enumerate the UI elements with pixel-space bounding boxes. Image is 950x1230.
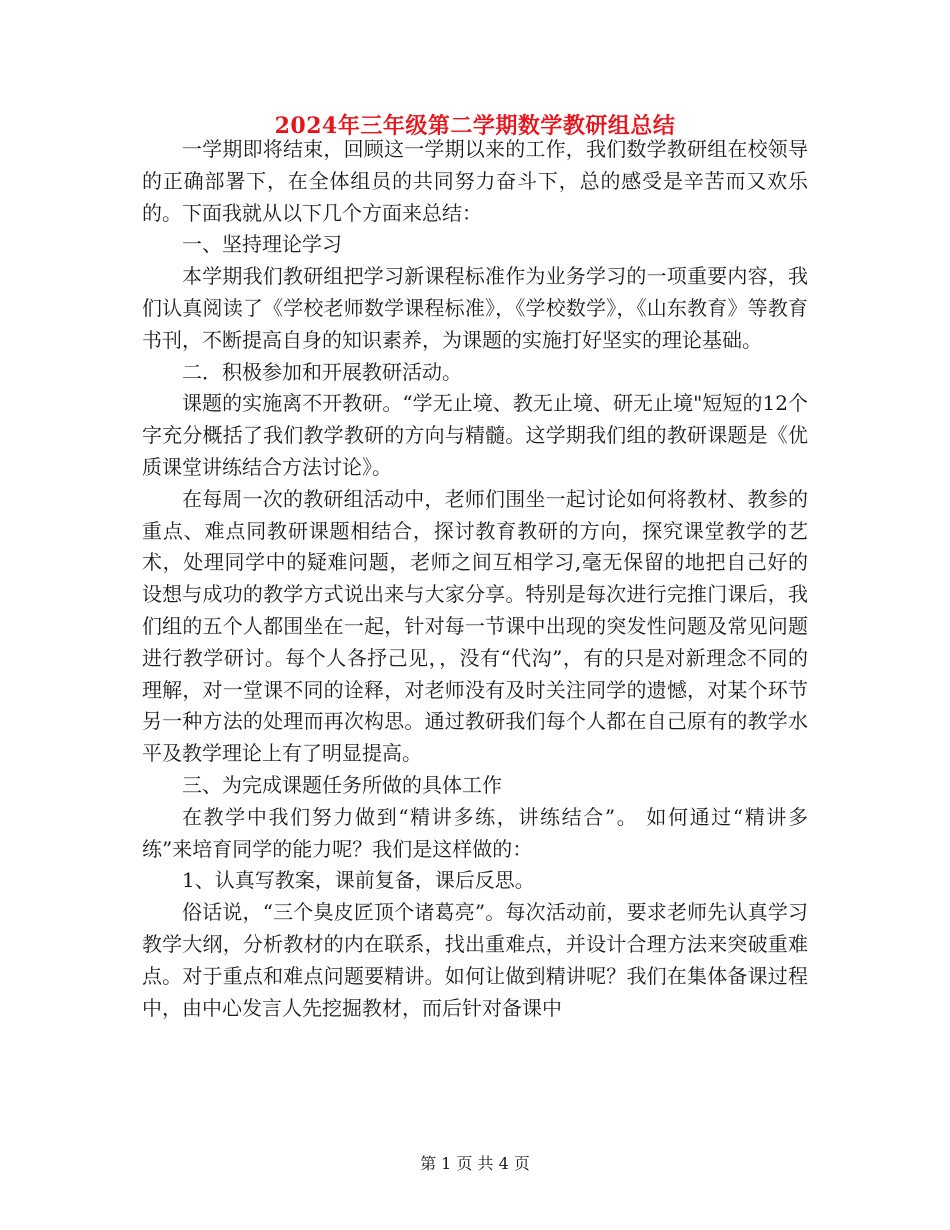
paragraph-intro: 一学期即将结束，回顾这一学期以来的工作，我们数学教研组在校领导的正确部署下，在全体组员的共同努力奋斗下，总的感受是辛苦而又欢乐的。下面我就从以下几个方面来总结： — [142, 137, 808, 225]
paragraph-weekly-activity: 在每周一次的教研组活动中，老师们围坐一起讨论如何将教材、教参的重点、难点同教研课题相结合，探讨教育教研的方向，探究课堂教学的艺术，处理同学中的疑难问题，老师之间互相学习,毫无保留的地把自己好的设想与成功的教学方式说出来与大家分享。特别是每次进行完推门课后，我们组的五个人都围坐在一起，针对每一节课中出现的突发性问题及常见问题进行教学研讨。每个人各抒己见，，没有“代沟”，有的只是对新理念不同的理解，对一堂课不同的诠释，对老师没有及时关注同学的遗憾，对某个环节另一种方法的处理而再次构思。通过教研我们每个人都在自己原有的教学水平及教学理论上有了明显提高。 — [142, 486, 808, 766]
sub-heading-1: 1、认真写教案，课前复备，课后反思。 — [182, 868, 535, 893]
section-heading-2: 二．积极参加和开展教研活动。 — [182, 359, 462, 384]
document-title: 2024年三年级第二学期数学教研组总结 — [274, 113, 676, 139]
page-footer: 第 1 页 共 4 页 — [420, 1154, 530, 1173]
paragraph-practice: 在教学中我们努力做到“精讲多练，讲练结合”。 如何通过“精讲多练”来培育同学的能力呢？我们是这样做的： — [142, 804, 808, 861]
paragraph-theory: 本学期我们教研组把学习新课程标准作为业务学习的一项重要内容，我们认真阅读了《学校老师数学课程标准》，《学校数学》，《山东教育》等教育书刊，不断提高自身的知识素养，为课题的实施打好坚实的理论基础。 — [142, 264, 808, 352]
section-heading-1: 一、坚持理论学习 — [182, 232, 342, 257]
paragraph-lesson-prep: 俗话说，“三个臭皮匠顶个诸葛亮”。每次活动前，要求老师先认真学习教学大纲，分析教材的内在联系，找出重难点，并设计合理方法来突破重难点。对于重点和难点问题要精讲。如何让做到精讲呢？我们在集体备课过程中，由中心发言人先挖掘教材，而后针对备课中 — [142, 900, 808, 1020]
document-body — [142, 134, 808, 1024]
section-heading-3: 三、为完成课题任务所做的具体工作 — [182, 772, 502, 797]
paragraph-research: 课题的实施离不开教研。“学无止境、教无止境、研无止境"短短的12个字充分概括了我们教学教研的方向与精髓。这学期我们组的教研课题是《优质课堂讲练结合方法讨论》。 — [142, 391, 808, 479]
